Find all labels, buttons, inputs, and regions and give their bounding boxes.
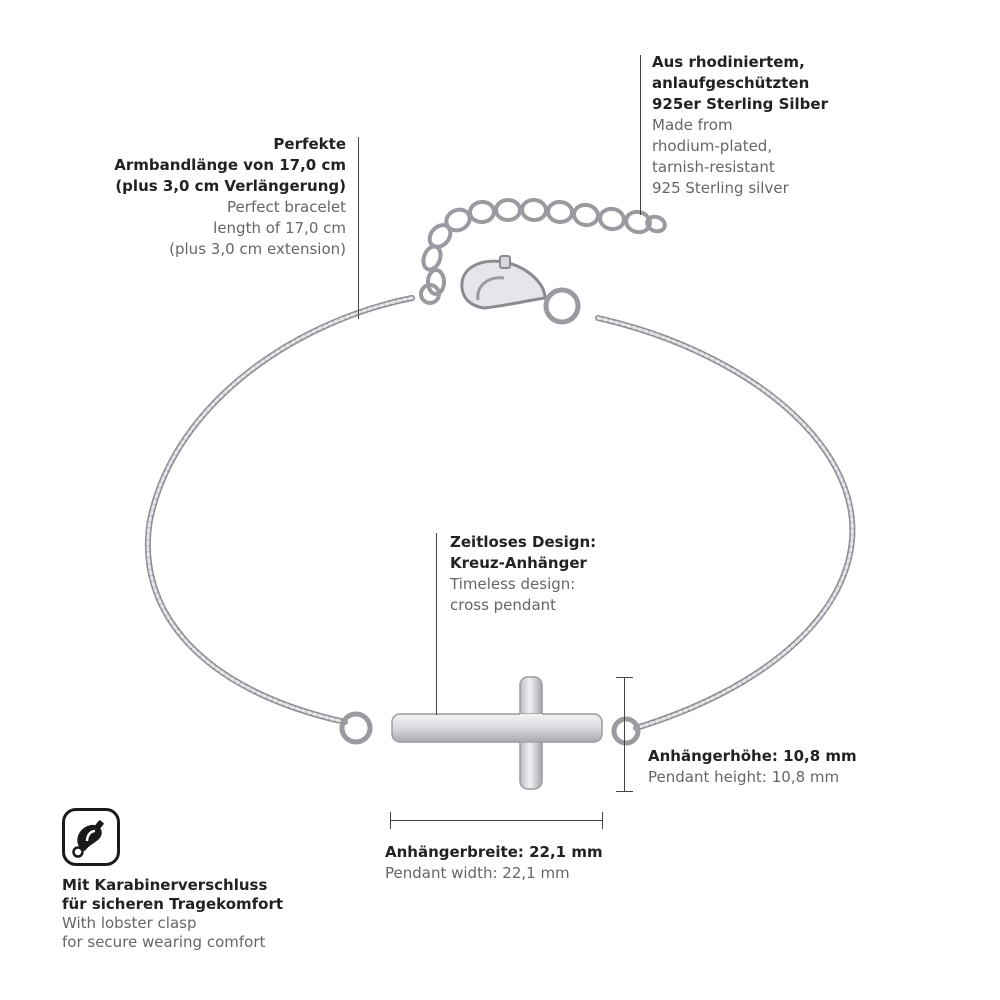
- design-annotation: [450, 532, 710, 616]
- height-dimension-tick-bottom: [616, 791, 633, 792]
- material-de-line2: anlaufgeschützten: [652, 74, 810, 92]
- design-leader-line: [436, 533, 437, 715]
- width-dimension-line: [390, 820, 603, 821]
- height-de: Anhängerhöhe: 10,8 mm: [648, 747, 857, 765]
- extension-chain: [420, 199, 666, 294]
- clasp-annotation: [62, 876, 382, 952]
- material-leader-line: [640, 55, 641, 215]
- length-de-line1: Perfekte: [273, 135, 346, 153]
- length-en-line2: length of 17,0 cm: [213, 219, 346, 237]
- material-annotation: [652, 52, 972, 199]
- clasp-en-line2: for secure wearing comfort: [62, 933, 266, 951]
- design-en-line2: cross pendant: [450, 596, 557, 614]
- height-en: Pendant height: 10,8 mm: [648, 768, 840, 786]
- height-dimension-line: [624, 677, 625, 792]
- material-en-line3: tarnish-resistant: [652, 158, 775, 176]
- width-dimension-tick-right: [602, 812, 603, 829]
- length-annotation: [26, 134, 346, 260]
- length-leader-line: [358, 137, 359, 319]
- bracelet-chain: [148, 298, 852, 728]
- width-en: Pendant width: 22,1 mm: [385, 864, 570, 882]
- length-de-line2: Armbandlänge von 17,0 cm: [114, 156, 346, 174]
- length-en-line3: (plus 3,0 cm extension): [169, 240, 346, 258]
- clasp-en-line1: With lobster clasp: [62, 914, 197, 932]
- length-de-line3: (plus 3,0 cm Verlängerung): [115, 177, 346, 195]
- height-dimension-tick-top: [616, 677, 633, 678]
- width-annotation: [385, 842, 685, 884]
- design-en-line1: Timeless design:: [450, 575, 576, 593]
- material-de-line1: Aus rhodiniertem,: [652, 53, 805, 71]
- width-de: Anhängerbreite: 22,1 mm: [385, 843, 603, 861]
- design-de-line1: Zeitloses Design:: [450, 533, 597, 551]
- design-de-line2: Kreuz-Anhänger: [450, 554, 587, 572]
- material-en-line1: Made from: [652, 116, 733, 134]
- lobster-clasp-icon: [62, 808, 120, 866]
- material-en-line4: 925 Sterling silver: [652, 179, 789, 197]
- clasp-de-line1: Mit Karabinerverschluss: [62, 876, 268, 894]
- clasp-de-line2: für sicheren Tragekomfort: [62, 895, 284, 913]
- length-en-line1: Perfect bracelet: [227, 198, 346, 216]
- material-de-line3: 925er Sterling Silber: [652, 95, 828, 113]
- cross-pendant: [392, 677, 602, 789]
- height-annotation: [648, 746, 988, 788]
- width-dimension-tick-left: [390, 812, 391, 829]
- material-en-line2: rhodium-plated,: [652, 137, 773, 155]
